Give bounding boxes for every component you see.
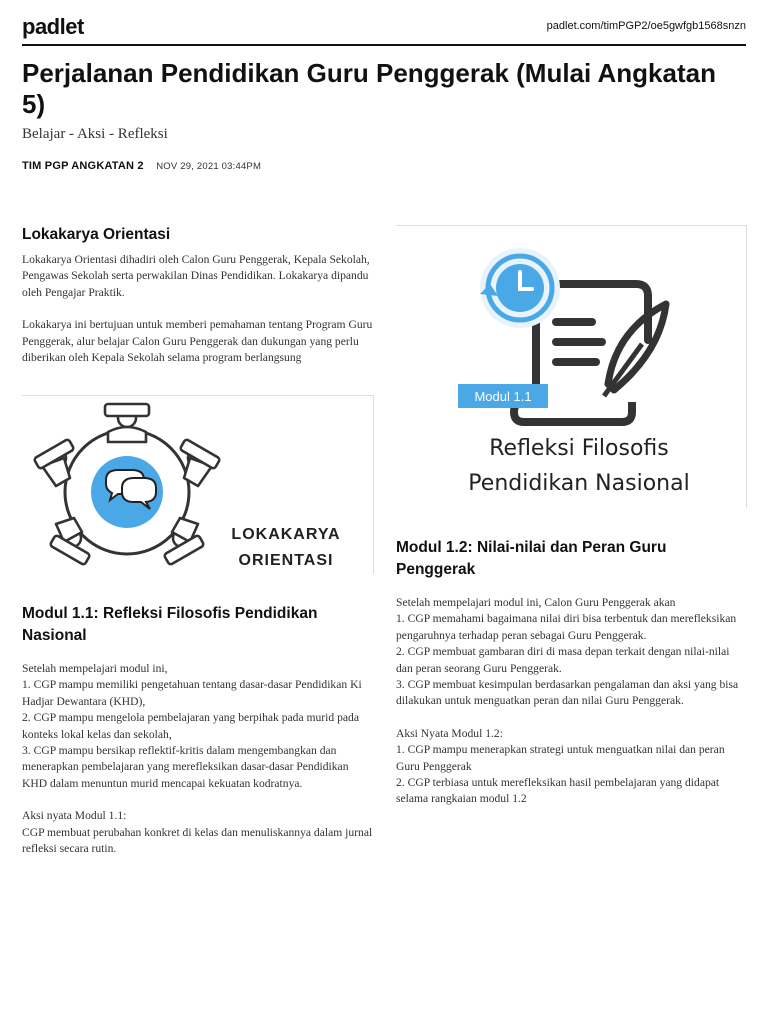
modul-badge-label: Modul 1.1 bbox=[474, 389, 532, 404]
post-heading: Lokakarya Orientasi bbox=[22, 226, 171, 243]
board-subtitle: Belajar - Aksi - Refleksi bbox=[22, 126, 168, 142]
top-bar bbox=[22, 12, 746, 44]
image-title-line-1: Refleksi Filosofis bbox=[489, 436, 669, 461]
image-title-line-2: Pendidikan Nasional bbox=[468, 471, 690, 496]
post-modul-1-1[interactable] bbox=[22, 603, 374, 857]
lokakarya-image[interactable] bbox=[22, 395, 374, 574]
board-date: NOV 29, 2021 03:44PM bbox=[156, 161, 262, 172]
post-paragraph: Lokakarya Orientasi dihadiri oleh Calon Guru Penggerak, Kepala Sekolah, Pengawas Sekolah serta perwakilan Dinas Pendidikan. Lokakarya dipandu oleh Pengajar Praktik. bbox=[22, 253, 370, 299]
post-paragraph: Lokakarya ini bertujuan untuk memberi pemahaman tentang Program Guru Penggerak, alur belajar Calon Guru Penggerak dan dukungan yang perlu diberikan oleh Kepala Sekolah selama program berlangsung bbox=[22, 318, 373, 365]
padlet-logo[interactable]: padlet bbox=[22, 14, 84, 39]
header-divider bbox=[22, 44, 746, 46]
board-url[interactable]: padlet.com/timPGP2/oe5gwfgb1568snzn bbox=[546, 20, 746, 32]
board-author[interactable]: TIM PGP ANGKATAN 2 bbox=[22, 160, 144, 172]
image-caption-1: LOKAKARYA bbox=[231, 526, 341, 543]
board-meta bbox=[22, 156, 261, 174]
modul-1-1-image[interactable] bbox=[396, 225, 747, 508]
meeting-circle-icon bbox=[22, 396, 373, 574]
post-modul-1-2[interactable] bbox=[396, 537, 748, 808]
post-body: Setelah mempelajari modul ini, 1. CGP mampu memiliki pengetahuan tentang dasar-dasar Pendidikan Ki Hadjar Dewantara (KHD), 2. CGP mampu mengelola pembelajaran yang berpihak pada murid pada konteks lokal kelas dan sekolah, 3. CGP mampu bersikap reflektif-kritis dalam mengembangkan dan menerapkan pembelajaran yang merefleksikan dasar-dasar Pendidikan KHD dalam menuntun murid mencapai kekuatan kodratnya. bbox=[22, 662, 362, 790]
image-caption-2: ORIENTASI bbox=[238, 552, 334, 569]
clock-history-icon bbox=[480, 248, 560, 328]
post-lokakarya[interactable] bbox=[22, 224, 374, 366]
post-action: Aksi Nyata Modul 1.2: 1. CGP mampu menerapkan strategi untuk menguatkan nilai dan peran Guru Penggerak 2. CGP terbiasa untuk merefleksikan hasil pembelajaran yang didapat selama rangkaian modul 1.2 bbox=[396, 726, 725, 806]
post-heading: Modul 1.2: Nilai-nilai dan Peran Guru Penggerak bbox=[396, 539, 667, 578]
post-heading: Modul 1.1: Refleksi Filosofis Pendidikan Nasional bbox=[22, 605, 318, 644]
post-action: Aksi nyata Modul 1.1: CGP membuat perubahan konkret di kelas dan menuliskannya dalam jurnal refleksi secara rutin. bbox=[22, 809, 373, 856]
board-title: Perjalanan Pendidikan Guru Penggerak (Mulai Angkatan 5) bbox=[22, 58, 716, 119]
post-body: Setelah mempelajari modul ini, Calon Guru Penggerak akan 1. CGP memahami bagaimana nilai diri bisa terbentuk dan merefleksikan pengaruhnya terhadap peran sebagai Guru Penggerak. 2. CGP membuat gambaran diri di masa depan terkait dengan nilai-nilai dan peran seorang Guru Penggerak. 3. CGP membuat kesimpulan berdasarkan pengalaman dan aksi yang bisa dilakukan untuk menguatkan peran dan nilai Guru Penggerak. bbox=[396, 596, 739, 708]
